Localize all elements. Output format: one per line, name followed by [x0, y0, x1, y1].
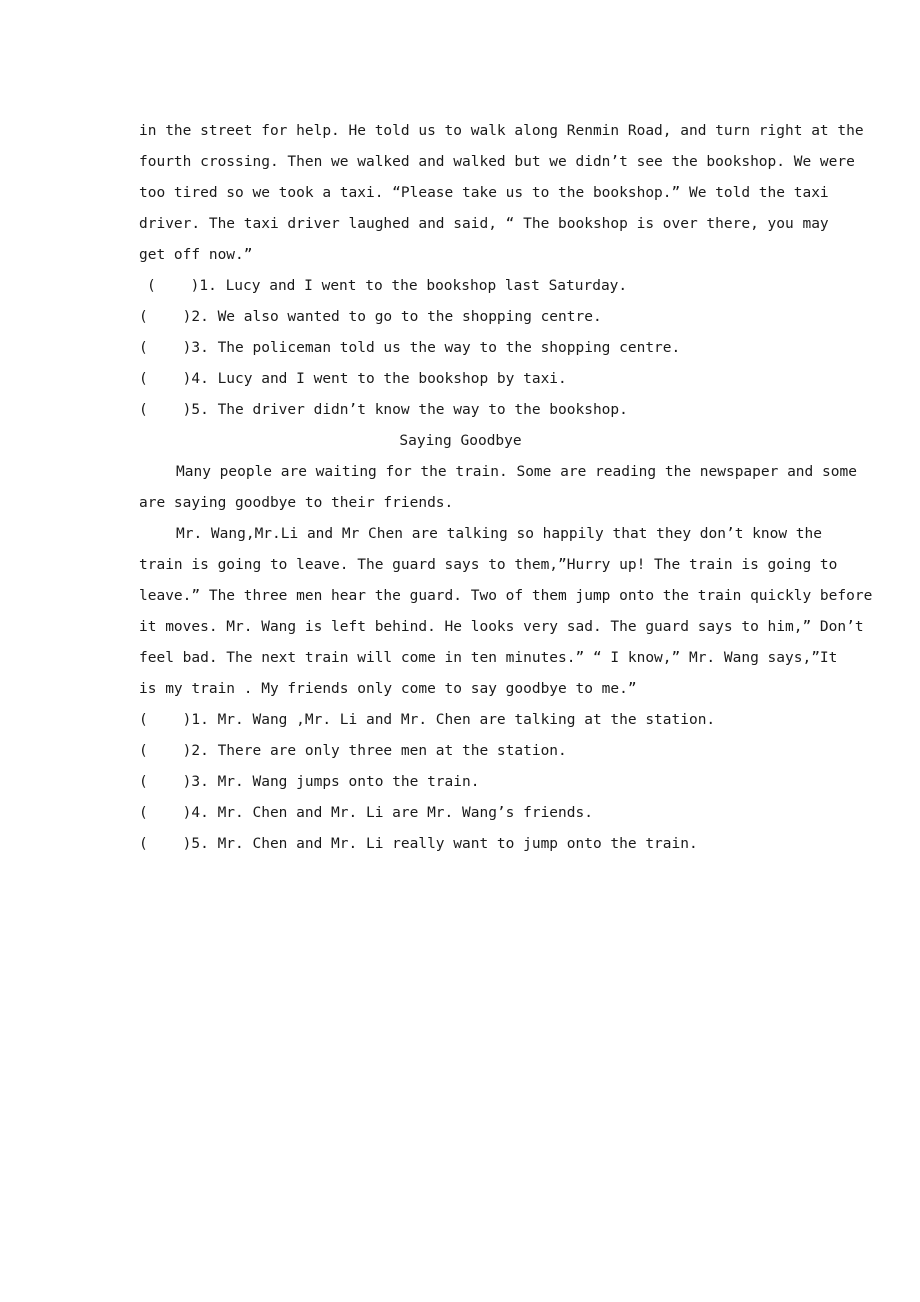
- passage-line: leave.” The three men hear the guard. Two of them jump onto the train quickly before: [139, 588, 873, 604]
- passage-line: too tired so we took a taxi. “Please take us to the bookshop.” We told the taxi: [139, 185, 829, 201]
- passage-line: is my train . My friends only come to say goodbye to me.”: [139, 681, 637, 697]
- passage-2: [139, 457, 873, 705]
- question-item: ( )2. There are only three men at the station.: [139, 743, 567, 759]
- passage-line: get off now.”: [139, 247, 253, 263]
- passage-line: feel bad. The next train will come in ten minutes.” “ I know,” Mr. Wang says,”It: [139, 650, 838, 666]
- question-item: ( )1. Mr. Wang ,Mr. Li and Mr. Chen are talking at the station.: [139, 712, 716, 728]
- passage-line: Mr. Wang,Mr.Li and Mr Chen are talking so happily that they don’t know the: [176, 526, 823, 542]
- question-item: ( )4. Mr. Chen and Mr. Li are Mr. Wang’s friends.: [139, 805, 593, 821]
- question-item: ( )3. The policeman told us the way to the shopping centre.: [139, 340, 681, 356]
- question-item: ( )5. The driver didn’t know the way to the bookshop.: [139, 402, 628, 418]
- question-item: ( )2. We also wanted to go to the shopping centre.: [139, 309, 602, 325]
- passage-line: fourth crossing. Then we walked and walked but we didn’t see the bookshop. We were: [139, 154, 855, 170]
- passage-title: Saying Goodbye: [399, 433, 522, 449]
- question-item: ( )4. Lucy and I went to the bookshop by taxi.: [139, 371, 567, 387]
- passage-line: it moves. Mr. Wang is left behind. He looks very sad. The guard says to him,” Don’t: [139, 619, 864, 635]
- passage-line: Many people are waiting for the train. Some are reading the newspaper and some: [176, 464, 857, 480]
- question-item: ( )1. Lucy and I went to the bookshop last Saturday.: [147, 278, 628, 294]
- passage-line: in the street for help. He told us to walk along Renmin Road, and turn right at the: [139, 123, 864, 139]
- question-item: ( )5. Mr. Chen and Mr. Li really want to jump onto the train.: [139, 836, 698, 852]
- passage-1: [139, 116, 864, 271]
- passage-2-questions: [139, 705, 782, 860]
- question-item: ( )3. Mr. Wang jumps onto the train.: [139, 774, 480, 790]
- passage-line: train is going to leave. The guard says to them,”Hurry up! The train is going to: [139, 557, 838, 573]
- document-page: [139, 116, 873, 860]
- passage-line: are saying goodbye to their friends.: [139, 495, 454, 511]
- passage-line: driver. The taxi driver laughed and said, “ The bookshop is over there, you may: [139, 216, 829, 232]
- passage-1-questions: [139, 271, 782, 426]
